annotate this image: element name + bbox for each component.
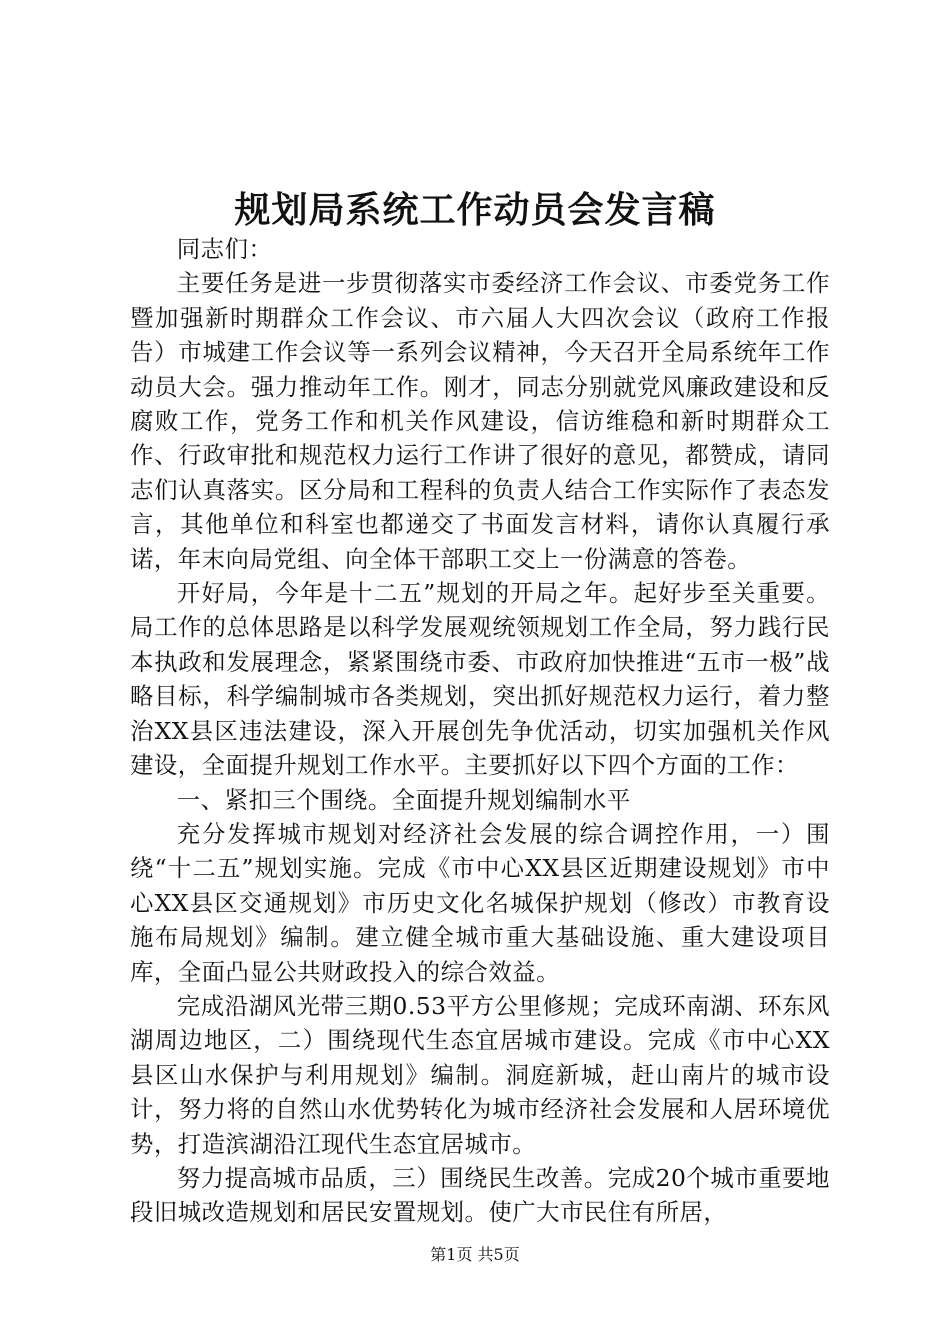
salutation-paragraph: 同志们： <box>176 235 273 263</box>
body-paragraph: 完成沿湖风光带三期0.53平方公里修规；完成环南湖、环东风湖周边地区，二）围绕现代生态宜居城市建设。完成《市中心XX县区山水保护与利用规划》编制。洞庭新城，赶山南片的城市设计，努力将的自然山水优势转化为城市经济社会发展和人居环境优势，打造滨湖沿江现代生态宜居城市。 <box>130 991 830 1158</box>
document-title: 规划局系统工作动员会发言稿 <box>234 189 716 231</box>
document-body <box>130 232 830 1230</box>
page-number-footer: 第1页 共5页 <box>430 1245 520 1264</box>
body-paragraph: 充分发挥城市规划对经济社会发展的综合调控作用，一）围绕“十二五”规划实施。完成《市中心XX县区近期建设规划》市中心XX县区交通规划》市历史文化名城保护规划（修改）市教育设施布局规划》编制。建立健全城市重大基础设施、重大建设项目库，全面凸显公共财政投入的综合效益。 <box>130 819 830 986</box>
body-paragraph: 开好局，今年是十二五”规划的开局之年。起好步至关重要。局工作的总体思路是以科学发展观统领规划工作全局，努力践行民本执政和发展理念，紧紧围绕市委、市政府加快推进“五市一极”战略目标，科学编制城市各类规划，突出抓好规范权力运行，着力整治XX县区违法建设，深入开展创先争优活动，切实加强机关作风建设，全面提升规划工作水平。主要抓好以下四个方面的工作： <box>130 579 830 780</box>
body-paragraph: 努力提高城市品质，三）围绕民生改善。完成20个城市重要地段旧城改造规划和居民安置规划。使广大市民住有所居， <box>130 1163 830 1227</box>
body-paragraph: 主要任务是进一步贯彻落实市委经济工作会议、市委党务工作暨加强新时期群众工作会议、市六届人大四次会议（政府工作报告）市城建工作会议等一系列会议精神，今天召开全局系统年工作动员大会。强力推动年工作。刚才，同志分别就党风廉政建设和反腐败工作，党务工作和机关作风建设，信访维稳和新时期群众工作、行政审批和规范权力运行工作讲了很好的意见，都赞成，请同志们认真落实。区分局和工程科的负责人结合工作实际作了表态发言，其他单位和科室也都递交了书面发言材料，请你认真履行承诺，年末向局党组、向全体干部职工交上一份满意的答卷。 <box>130 269 830 573</box>
section-heading: 一、紧扣三个围绕。全面提升规划编制水平 <box>176 785 631 814</box>
